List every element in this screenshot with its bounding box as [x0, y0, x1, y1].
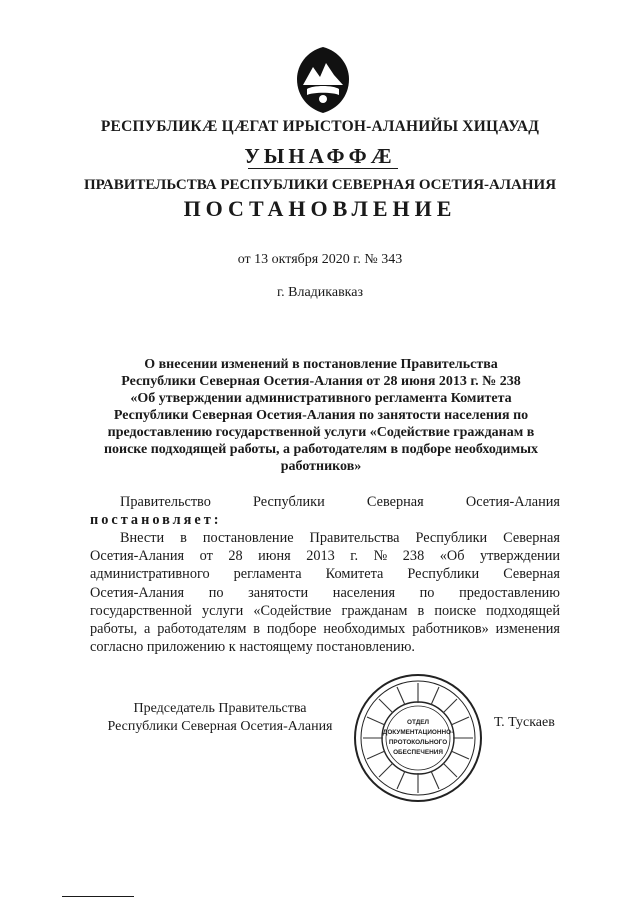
main-paragraph-word: Комитета: [325, 566, 384, 583]
main-paragraph-word: по: [419, 584, 435, 601]
main-paragraph-word: от: [199, 548, 213, 565]
resolution-title: [90, 356, 552, 475]
main-paragraph-word: по: [208, 584, 224, 601]
main-paragraph-word: Осетия-Алания: [90, 584, 185, 601]
stamp-text-line: ОБЕСПЕЧЕНИЯ: [393, 749, 443, 756]
document-date-number: от 13 октября 2020 г. № 343: [237, 252, 403, 267]
main-paragraph-word: а: [144, 621, 151, 638]
main-paragraph-word: в: [180, 530, 187, 546]
main-paragraph-line: [90, 638, 560, 656]
signatory-position-line: Председатель Правительства: [133, 701, 307, 716]
main-paragraph-line: [90, 584, 560, 602]
main-paragraph-word: июня: [258, 548, 291, 565]
main-paragraph-word: утверждении: [479, 548, 560, 565]
main-paragraph-line: [90, 529, 560, 547]
header-divider: [248, 168, 398, 169]
intro-word: Северная: [366, 494, 424, 510]
coat-of-arms-icon: [293, 45, 353, 115]
intro-word: Осетия-Алания: [465, 494, 560, 510]
main-paragraph-word: «Содействие: [253, 602, 332, 619]
signatory-position-line: Республики Северная Осетия-Алания: [107, 719, 333, 734]
resolution-title-line: Республики Северная Осетия-Алания от 28 июня 2013 г. № 238: [121, 374, 521, 389]
resolution-title-line: «Об утверждении административного регламента Комитета: [130, 391, 512, 406]
russian-document-title: ПОСТАНОВЛЕНИЕ: [183, 196, 457, 221]
main-paragraph: [90, 529, 560, 656]
main-paragraph-word: работы,: [90, 621, 138, 638]
main-paragraph-word: работников»: [412, 621, 489, 638]
stamp-text-line: ПРОТОКОЛЬНОГО: [388, 739, 448, 746]
main-paragraph-word: государственной: [90, 602, 192, 619]
signatory-position: [90, 700, 350, 736]
main-paragraph-word: №: [373, 548, 388, 565]
main-paragraph-word: Северная: [503, 566, 560, 583]
main-paragraph-word: необходимых: [323, 621, 406, 638]
main-paragraph-word: поиске: [434, 602, 477, 619]
resolution-title-line: Республики Северная Осетия-Алания по занятости населения по: [113, 408, 529, 423]
main-paragraph-word: Внести: [120, 530, 165, 546]
main-paragraph-word: 28: [228, 548, 243, 565]
main-paragraph-word: изменения: [495, 621, 560, 638]
main-paragraph-line: [90, 620, 560, 638]
main-paragraph-word: Северная: [503, 530, 560, 546]
main-paragraph-word: Осетия-Алания: [90, 548, 185, 565]
main-paragraph-word: работодателям: [157, 621, 247, 638]
main-paragraph-word: постановление: [202, 530, 294, 546]
ossetian-government-header: РЕСПУБЛИКӔ ЦӔГАТ ИРЫСТОН-АЛАНИЙЫ ХИЦАУАД: [100, 118, 540, 135]
main-paragraph-word: 2013: [306, 548, 335, 565]
signatory-name: Т. Тускаев: [494, 715, 555, 730]
resolution-title-line: О внесении изменений в постановление Правительства: [144, 357, 498, 372]
official-seal-stamp: [352, 672, 484, 804]
main-paragraph-line: [90, 602, 560, 620]
footer-line: [62, 896, 134, 897]
main-paragraph-word: согласно приложению к настоящему постановлению.: [90, 639, 415, 656]
main-paragraph-word: Правительства: [309, 530, 400, 546]
intro-paragraph: [90, 493, 560, 529]
main-paragraph-word: занятости: [248, 584, 309, 601]
ossetian-document-title: УЫНАФФӔ: [244, 144, 396, 168]
intro-word: Республики: [253, 494, 325, 510]
document-city: г. Владикавказ: [276, 285, 364, 300]
main-paragraph-word: регламента: [233, 566, 302, 583]
main-paragraph-word: услуги: [201, 602, 244, 619]
main-paragraph-word: в: [417, 602, 425, 619]
main-paragraph-word: подборе: [266, 621, 317, 638]
main-paragraph-word: гражданам: [341, 602, 408, 619]
main-paragraph-word: Республики: [407, 566, 480, 583]
main-paragraph-word: административного: [90, 566, 210, 583]
stamp-text-line: ДОКУМЕНТАЦИОННО-: [382, 729, 454, 736]
main-paragraph-word: подходящей: [486, 602, 560, 619]
main-paragraph-word: 238: [402, 548, 425, 565]
resolution-title-line: поиске подходящей работы, а работодателям в подборе необходимых: [103, 442, 539, 457]
main-paragraph-line: [90, 565, 560, 583]
intro-line: [90, 493, 560, 511]
main-paragraph-word: населения: [332, 584, 396, 601]
main-paragraph-word: г.: [350, 548, 359, 565]
intro-word: Правительство: [120, 494, 211, 510]
stamp-text-line: ОТДЕЛ: [406, 719, 430, 726]
main-paragraph-word: предоставлению: [459, 584, 560, 601]
main-paragraph-word: Республики: [415, 530, 488, 546]
main-paragraph-word: в: [253, 621, 261, 638]
main-paragraph-word: «Об: [439, 548, 465, 565]
postanovlyaet-word: постановляет:: [90, 512, 222, 529]
main-paragraph-line: [90, 547, 560, 565]
resolution-title-line: предоставлению государственной услуги «Содействие гражданам в: [107, 425, 535, 440]
resolution-title-line: работников»: [280, 459, 362, 474]
russian-government-header: ПРАВИТЕЛЬСТВА РЕСПУБЛИКИ СЕВЕРНАЯ ОСЕТИЯ-АЛАНИЯ: [83, 177, 557, 193]
